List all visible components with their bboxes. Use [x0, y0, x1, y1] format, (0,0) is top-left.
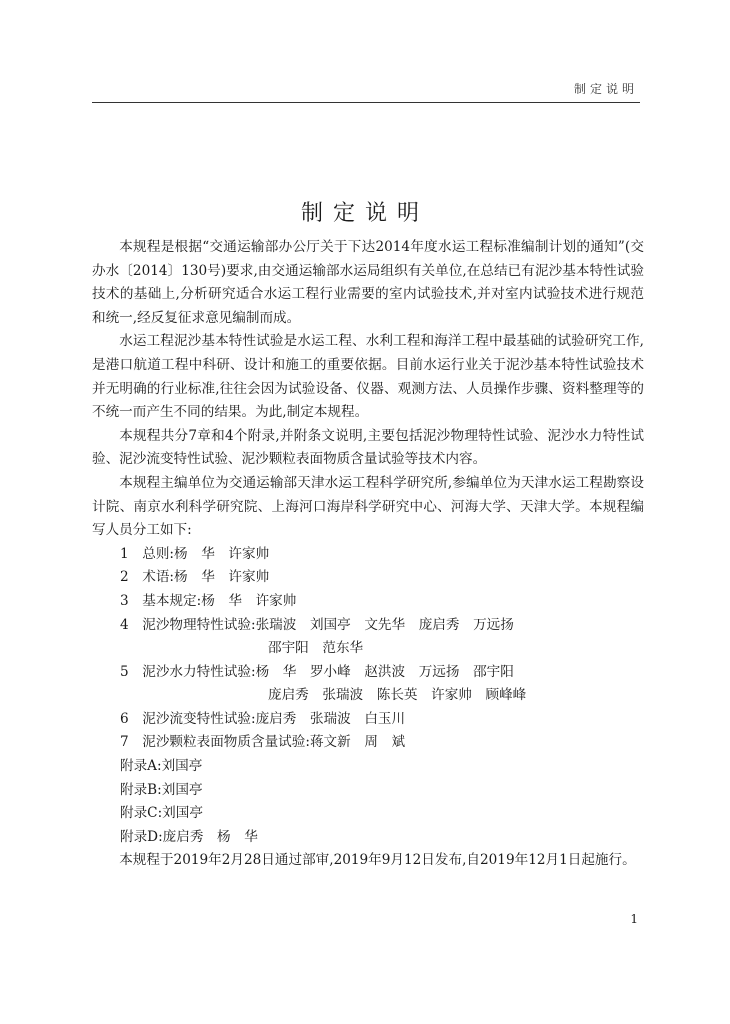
list-item: 附录A:刘国亭: [120, 758, 203, 775]
list-item: [92, 661, 644, 708]
list-item: 附录C:刘国亭: [120, 805, 203, 822]
list-item: [92, 614, 644, 661]
list-item: 3 基本规定:杨 华 许家帅: [120, 592, 297, 609]
document-body: [92, 236, 644, 873]
list-item: 2 术语:杨 华 许家帅: [120, 569, 270, 586]
page-title: 制定说明: [300, 201, 429, 226]
list-item-continuation: 邵宇阳 范东华: [268, 640, 364, 657]
paragraph-1: 本规程是根据“交通运输部办公厅关于下达2014年度水运工程标准编制计划的通知”(交办水〔2014〕130号)要求,由交通运输部水运局组织有关单位,在总结已有泥沙基本特性试验技术的基础上,分析研究适合水运工程行业需要的室内试验技术,并对室内试验技术进行规范和统一,经反复征求意见编制而成。: [92, 239, 644, 326]
paragraph-3: 本规程共分7章和4个附录,并附条文说明,主要包括泥沙物理特性试验、泥沙水力特性试验、泥沙流变特性试验、泥沙颗粒表面物质含量试验等技术内容。: [92, 427, 644, 468]
paragraph-2: 水运工程泥沙基本特性试验是水运工程、水利工程和海洋工程中最基础的试验研究工作,是港口航道工程中科研、设计和施工的重要依据。目前水运行业关于泥沙基本特性试验技术并无明确的行业标准,往往会因为试验设备、仪器、观测方法、人员操作步骤、资料整理等的不统一而产生不同的结果。为此,制定本规程。: [92, 333, 644, 421]
author-list: [92, 543, 644, 850]
paragraph-5: 本规程于2019年2月28日通过部审,2019年9月12日发布,自2019年12月1日起施行。: [119, 852, 636, 869]
list-item: 7 泥沙颗粒表面物质含量试验:蒋文新 周 斌: [120, 734, 406, 751]
list-item-line: 5 泥沙水力特性试验:杨 华 罗小峰 赵洪波 万远扬 邵宇阳: [120, 663, 514, 680]
list-item: 1 总则:杨 华 许家帅: [120, 545, 270, 562]
paragraph-4: 本规程主编单位为交通运输部天津水运工程科学研究所,参编单位为天津水运工程勘察设计院、南京水利科学研究院、上海河口海岸科学研究中心、河海大学、天津大学。本规程编写人员分工如下:: [92, 474, 644, 539]
running-header: 制定说明: [573, 82, 638, 96]
list-item: 6 泥沙流变特性试验:庞启秀 张瑞波 白玉川: [120, 710, 406, 727]
list-item: 附录D:庞启秀 杨 华: [120, 828, 258, 845]
header-rule: [92, 102, 640, 103]
list-item: 附录B:刘国亭: [120, 781, 203, 798]
list-item-continuation: 庞启秀 张瑞波 陈长英 许家帅 顾峰峰: [268, 687, 527, 704]
page-number: 1: [630, 912, 638, 926]
list-item-line: 4 泥沙物理特性试验:张瑞波 刘国亭 文先华 庞启秀 万远扬: [120, 616, 514, 633]
